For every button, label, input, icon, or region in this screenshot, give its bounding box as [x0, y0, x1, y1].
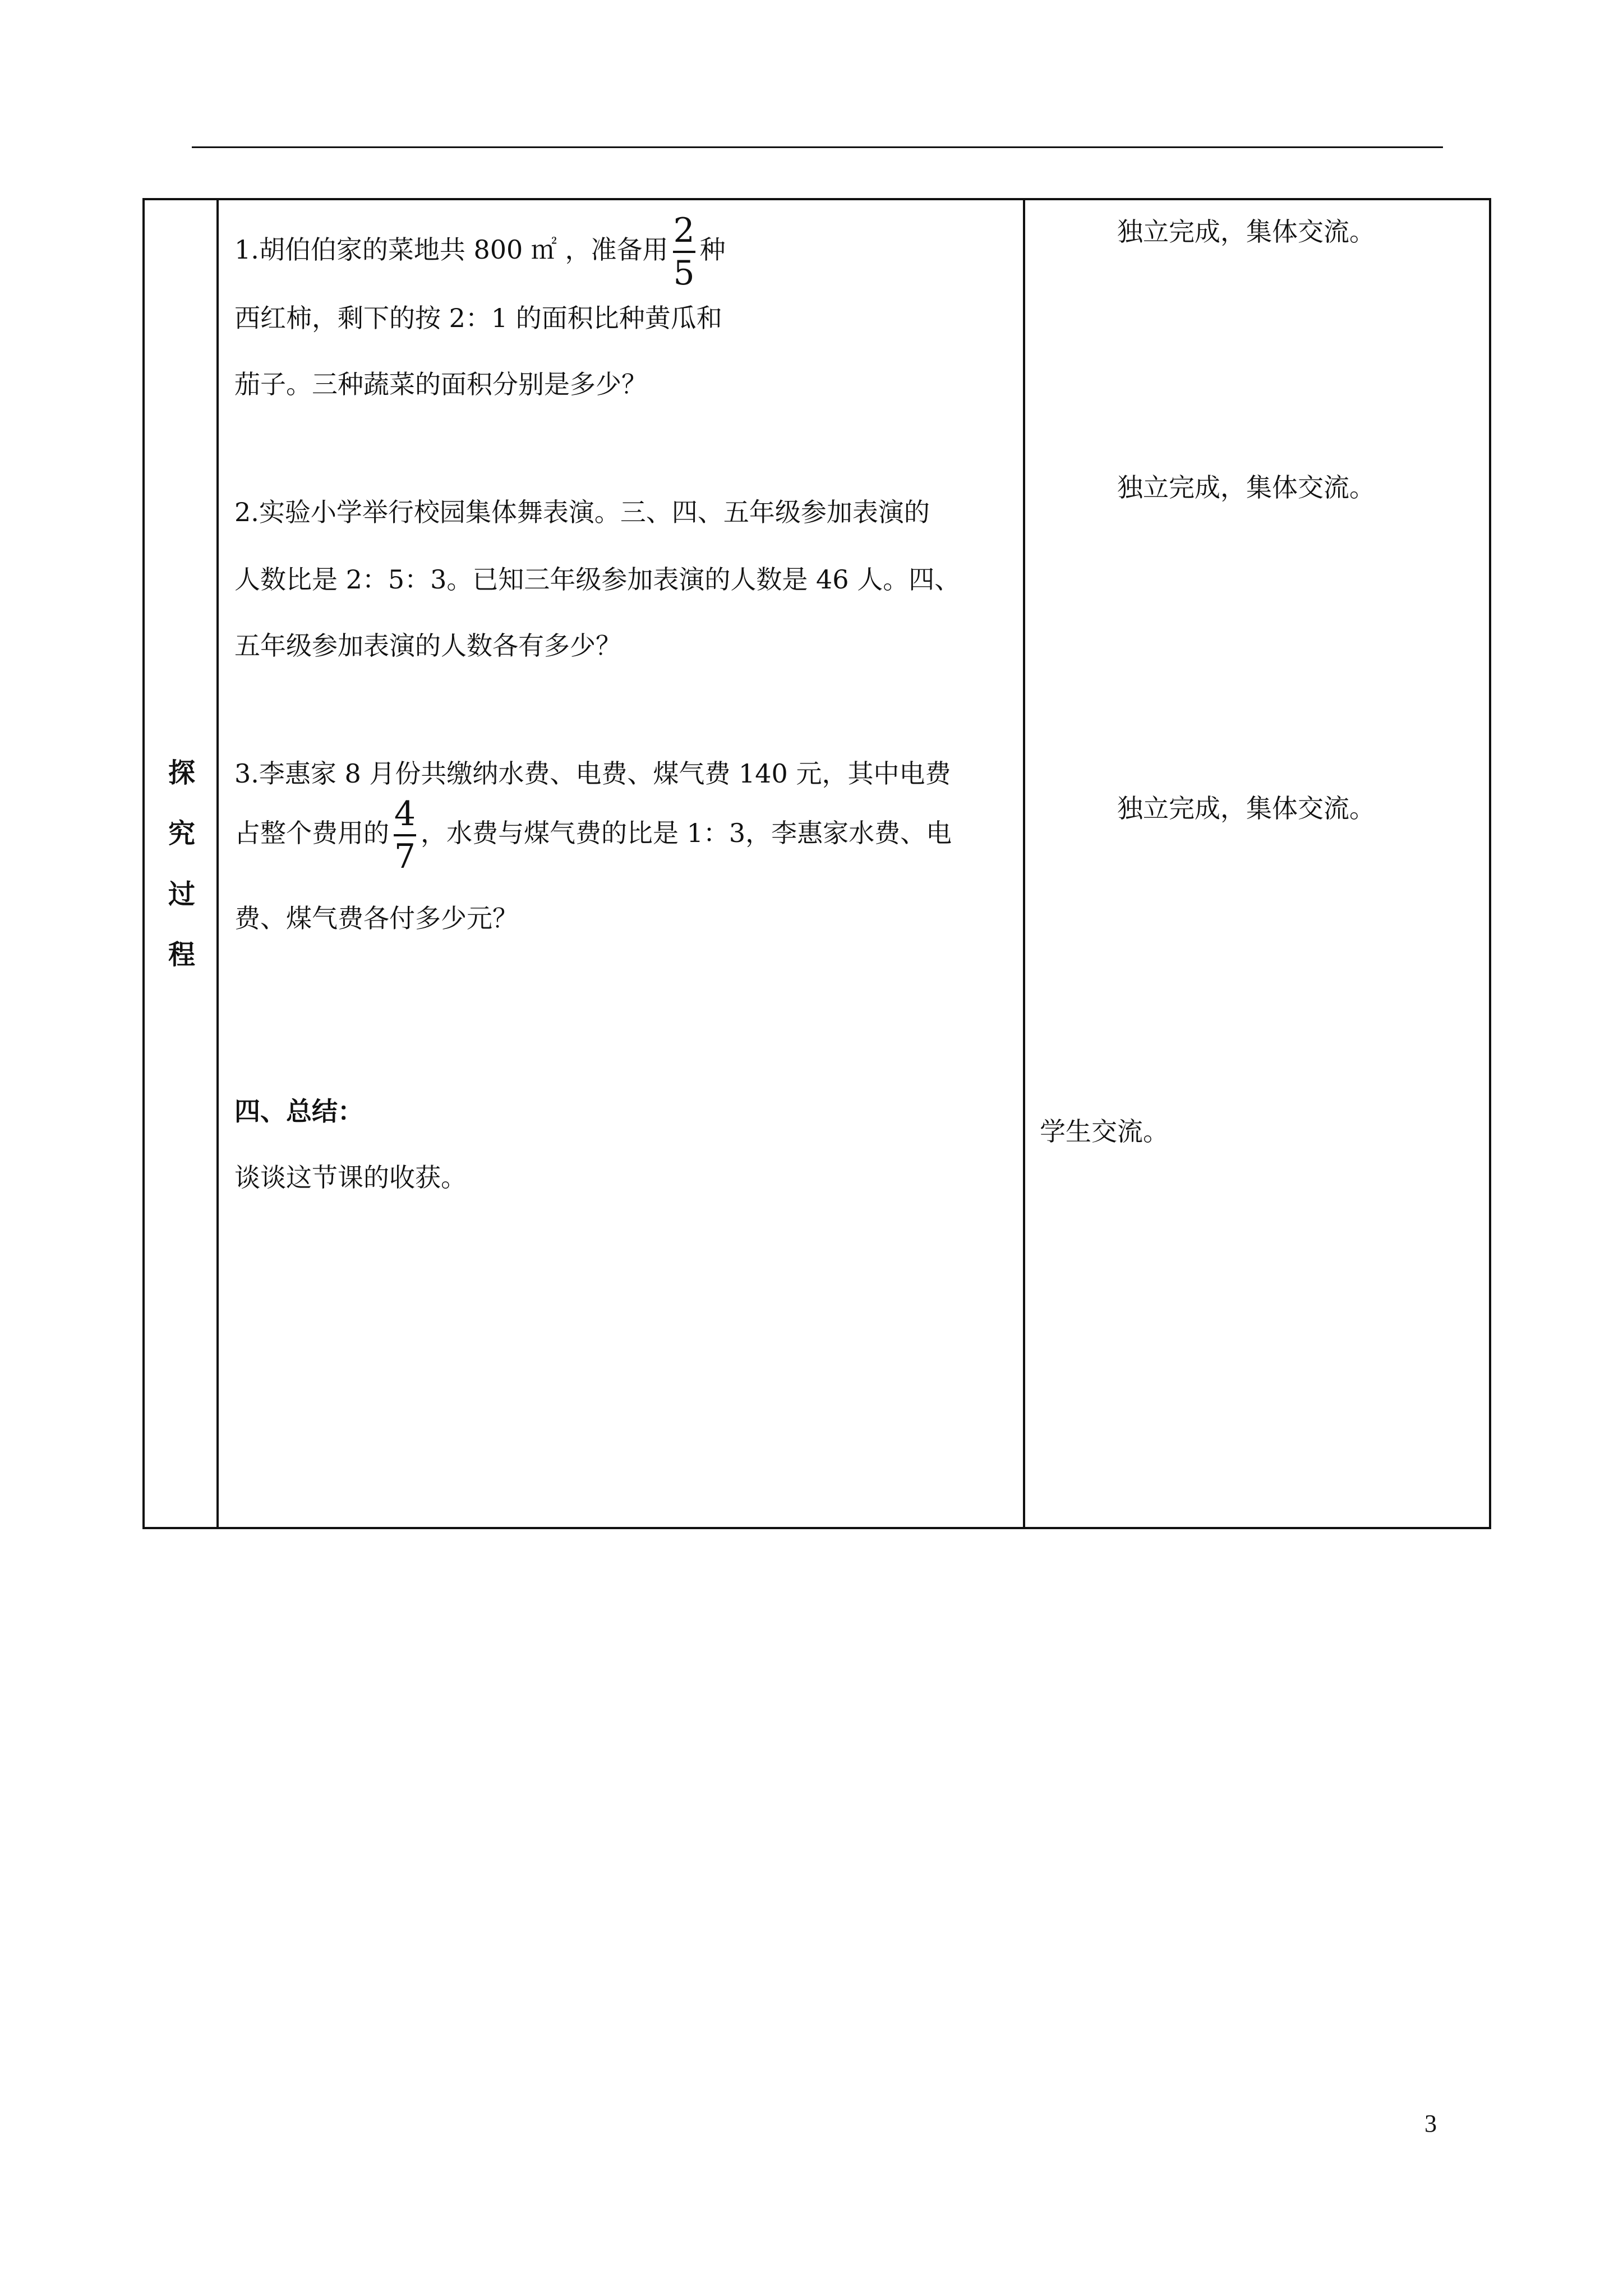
- question-3-line-1: 3.李惠家 8 月份共缴纳水费、电费、煤气费 140 元，其中电费: [234, 758, 951, 789]
- activity-3: 独立完成，集体交流。: [1117, 793, 1375, 823]
- question-1-line-3: 茄子。三种蔬菜的面积分别是多少？: [234, 369, 647, 399]
- question-3-line-3: 费、煤气费各付多少元？: [234, 903, 518, 933]
- question-1-line-1: 1.胡伯伯家的菜地共 800 ㎡ ，准备用 $\frac{2}{5}$ 种: [234, 211, 726, 293]
- question-2-line-1: 2.实验小学举行校园集体舞表演。三、四、五年级参加表演的: [234, 497, 930, 527]
- question-1-line-2: 西红柿，剩下的按 2：1 的面积比种黄瓜和: [234, 303, 722, 333]
- section-label: [145, 200, 219, 1527]
- question-3-line-2: 占整个费用的 $\frac{4}{7}$ ，水费与煤气费的比是 1：3，李惠家水费、电: [234, 794, 952, 876]
- page-number: 3: [1424, 2110, 1437, 2137]
- section-label-char: 究: [168, 817, 195, 849]
- activity-2: 独立完成，集体交流。: [1117, 472, 1375, 503]
- section-label-char: 探: [168, 757, 195, 789]
- header-rule: [192, 146, 1443, 148]
- activity-1: 独立完成，集体交流。: [1117, 217, 1375, 247]
- summary-text: 谈谈这节课的收获。: [234, 1162, 467, 1193]
- column-divider: [1023, 200, 1025, 1527]
- lesson-table: [142, 198, 1491, 1529]
- summary-heading: 四、总结：: [234, 1096, 363, 1126]
- question-2-line-3: 五年级参加表演的人数各有多少？: [234, 631, 621, 661]
- activity-4: 学生交流。: [1040, 1116, 1169, 1147]
- fraction: $\frac{2}{5}$: [673, 211, 695, 293]
- section-label-char: 程: [168, 938, 195, 970]
- section-label-char: 过: [168, 878, 195, 910]
- fraction: $\frac{4}{7}$: [394, 794, 416, 876]
- question-2-line-2: 人数比是 2：5：3。已知三年级参加表演的人数是 46 人。四、: [234, 564, 961, 595]
